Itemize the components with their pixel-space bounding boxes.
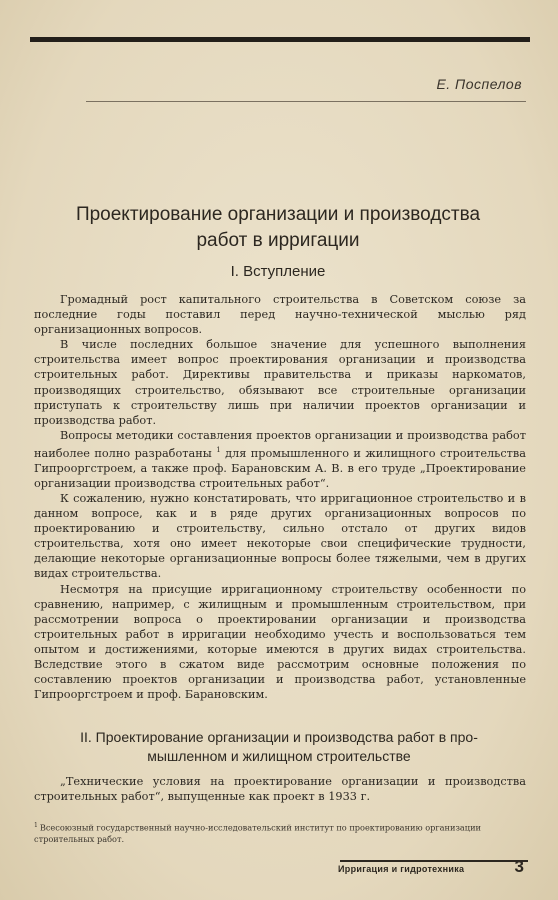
footnote-text: Всесоюзный государственный научно-исследовательский институт по проектированию организации строительных работ. [34,822,481,844]
paragraph-part: Вопросы методики составления проектов организации и производства работ наиболее полно разработаны [34,428,526,460]
section-1-body [34,292,526,702]
page-number: 3 [514,857,524,876]
footer-rule [340,860,528,862]
footnote-mark: 1 [34,822,38,829]
paragraph-with-footnote [34,428,526,491]
section-2-heading-line-1: II. Проектирование организации и производства работ в про- [80,729,478,745]
title-line-2: работ в ирригации [196,230,360,251]
journal-name: Ирригация и гидротехника [338,864,465,874]
footnote [34,820,526,845]
top-rule [30,37,530,42]
author-underline [86,101,526,102]
paragraph: Несмотря на присущие ирригационному строительству особенности по сравнению, например, с жилищным и промышленным строительством, при рассмотрении вопроса о проектировании организации и производства строительных работ в ирригации необходимо учесть и воспользоваться тем опытом и достижениями, которые имеются в других видах строительства. Вследствие этого в сжатом виде рассмотрим основные положения по составлению проектов организации и производства работ, установленные Гипрооргстроем и проф. Барановским. [34,582,526,702]
paragraph-part: для промышленного и жилищного строительства Гипрооргстроем, а также проф. Барановским А. В. в его труде „Проектирование организации производства строительных работ“. [34,446,527,490]
author-name: Е. Поспелов [436,76,522,92]
title-line-1: Проектирование организации и производства [75,204,481,225]
paragraph: „Технические условия на проектирование организации и производства строительных работ“, выпущенные как проект в 1933 г. [34,775,526,804]
section-2-body [34,774,526,804]
paragraph: В числе последних большое значение для успешного выполнения строительства имеет вопрос проектирования организации и производства строительных работ. Директивы правительства и приказы наркоматов, производящих строительство, обязывают все строительные организации приступать к строительству лишь при наличии проектов организации и производства работ. [34,338,526,427]
section-2-heading-line-2: мышленном и жилищном строительстве [147,748,411,764]
article-title [28,202,528,254]
paragraph: Громадный рост капитального строительства в Советском союзе за последние годы поставил перед научно-технической мыслью ряд организационных вопросов. [34,293,526,337]
section-1-heading: I. Вступление [230,263,326,280]
section-2-heading [34,728,524,766]
paragraph: К сожалению, нужно констатировать, что ирригационное строительство и в данном вопросе, как и в ряде других организационных вопросов по проектированию и строительству, сильно отстало от других видов строительства, хотя оно имеет некоторые свои специфические трудности, делающие некоторые организационные вопросы более тяжелыми, чем в других видах строительства. [34,491,526,581]
footnote-reference: 1 [216,445,221,454]
